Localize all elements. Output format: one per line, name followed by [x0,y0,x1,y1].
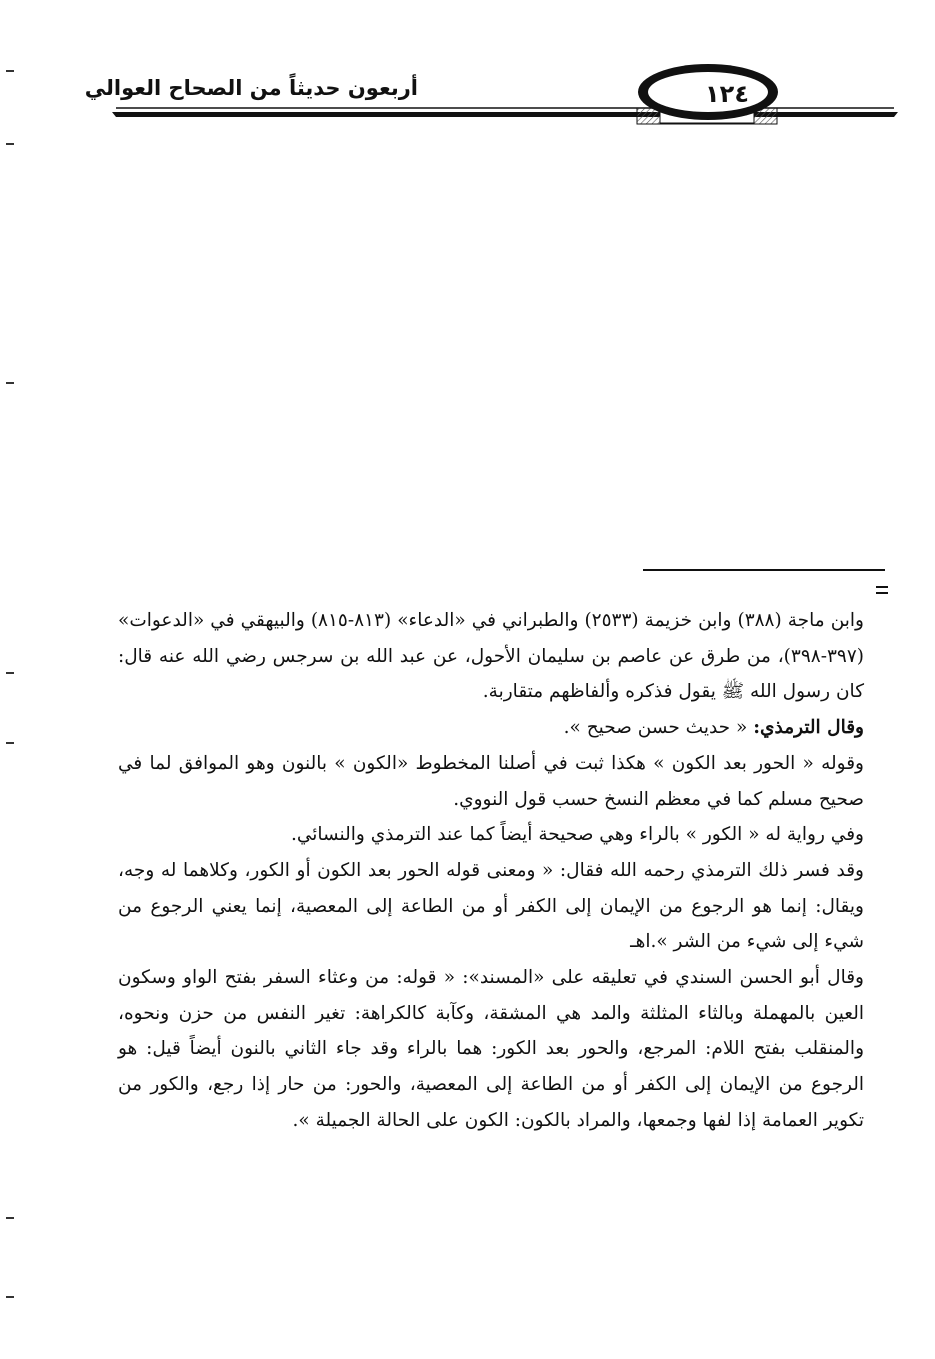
footnote-separator [643,569,885,571]
scan-edge-mark [6,742,14,744]
scan-edge-mark [6,70,14,72]
paragraph-lead: وقال الترمذي: [753,717,864,739]
paragraph-text: وابن ماجة (٣٨٨) وابن خزيمة (٢٥٣٣) والطبراني في «الدعاء» (٨١٣-٨١٥) والبيهقي في «الدعوات» (٣٩٧-٣٩٨)، من طرق عن عاصم بن سليمان الأحول، عن عبد الله بن سرجس رضي الله عنه قال: كان رسول الله ﷺ يقول فذكره وألفاظهم متقاربة. [118,610,864,703]
header-rule [112,112,898,117]
paragraph-tirmidhi-verdict [118,710,864,746]
footnote-marker [876,586,888,594]
paragraph-sources [118,603,864,710]
scan-edge-mark [6,1217,14,1219]
paragraph-kawr-note [118,817,864,853]
scan-edge-mark [6,1296,14,1298]
paragraph-text: وقد فسر ذلك الترمذي رحمه الله فقال: « ومعنى قوله الحور بعد الكون أو الكور، وكلاهما له وجه، ويقال: إنما هو الرجوع من الإيمان إلى الكفر أو من الطاعة إلى المعصية، إنما يعني الرجوع من شيء إلى شيء من الشر ».اهـ [118,859,864,953]
scan-edge-mark [6,672,14,674]
scan-edge-mark [6,382,14,384]
footnote-text [118,603,864,1139]
page-number: ١٢٤ [705,80,749,108]
running-title: أربعون حديثاً من الصحاح العوالي [84,76,418,100]
paragraph-tirmidhi-explanation [118,853,864,960]
paragraph-text: وقوله « الحور بعد الكون » هكذا ثبت في أصلنا المخطوط «الكون » بالنون وهو الموافق لما في صحيح مسلم كما في معظم النسخ حسب قول النووي. [118,752,864,810]
scan-edge-mark [6,143,14,145]
paragraph-text: « حديث حسن صحيح ». [563,717,754,739]
paragraph-kawn-note [118,746,864,817]
page-header [84,58,898,130]
paragraph-text: وفي رواية له « الكور » بالراء وهي صحيحة أيضاً كما عند الترمذي والنسائي. [290,824,864,846]
paragraph-sindi-commentary [118,960,864,1139]
paragraph-text: وقال أبو الحسن السندي في تعليقه على «المسند»: « قوله: من وعثاء السفر بفتح الواو وسكون العين بالمهملة وبالثاء المثلثة والمد هي المشقة، وكآبة كالكراهة: تغير النفس من حزن ونحوه، والمنقلب بفتح اللام: المرجع، والحور بعد الكور: هما بالراء وقد جاء الثاني بالنون أيضاً قيل: هو الرجوع من الإيمان إلى الكفر أو من الطاعة إلى المعصية، والحور: من حار إذا رجع، والكور من تكوير العمامة إذا لفها وجمعها، والمراد بالكون: الكون على الحالة الجميلة ». [118,967,864,1131]
